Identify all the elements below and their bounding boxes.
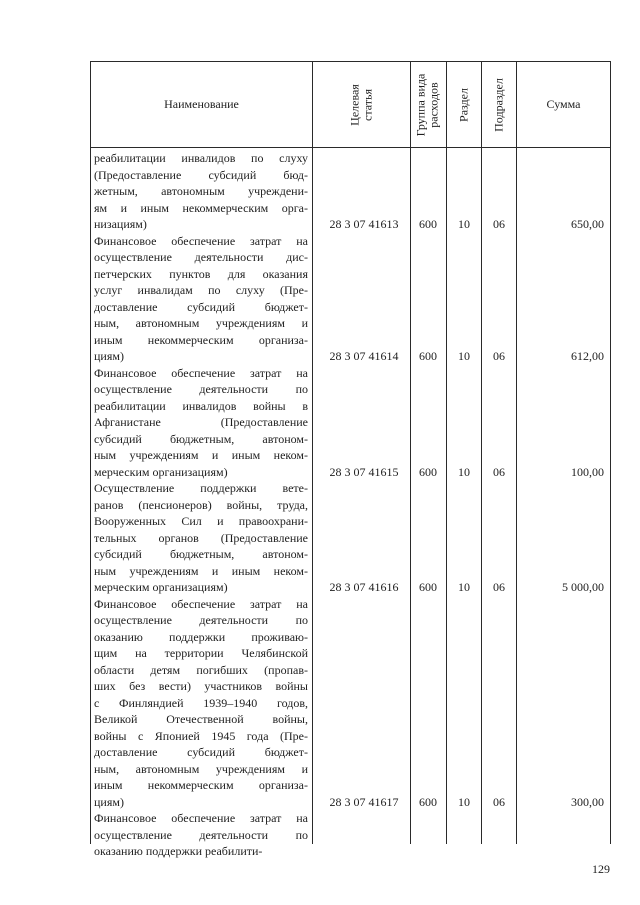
row-name-line: оказанию поддержки проживаю- (94, 629, 308, 644)
row-expense-group: 600 (419, 464, 437, 479)
row-name-line: низациям) (94, 217, 147, 231)
row-name-line: циям) (94, 794, 124, 809)
header-target-line1: Целевая (347, 84, 362, 126)
col-divider-subsection (516, 61, 517, 844)
header-subsection-text: Подраздел (491, 78, 505, 132)
row-name-line: ших без вести) участников войны (94, 679, 308, 693)
row-name-line: петчерских пунктов для оказания (94, 266, 308, 281)
row-name-line: субсидий бюджетным, автоном- (94, 547, 308, 561)
header-target-line2: статья (360, 89, 375, 121)
row-name-line: услуг инвалидам по слуху (Пре- (94, 283, 308, 297)
row-subsection: 06 (493, 464, 505, 479)
row-target-code: 28 3 07 41614 (329, 349, 399, 363)
row-name-line: Вооруженных Сил и правоохрани- (94, 514, 308, 528)
row-name-line: с Финляндией 1939–1940 годов, (94, 695, 308, 710)
row-name-line: Осуществление поддержки вете- (94, 481, 308, 495)
row-name-line: щим на территории Челябинской (94, 646, 308, 660)
row-name-line: осуществление деятельности по (94, 613, 308, 627)
header-sum (517, 62, 610, 147)
row-name-line: ям и иным некоммерческим орга- (94, 200, 308, 215)
row-name-line: реабилитации инвалидов войны в (94, 398, 308, 413)
row-name-line: Финансовое обеспечение затрат на (94, 811, 308, 825)
row-name-line: осуществление деятельности по (94, 827, 308, 842)
row-name-line: войны с Японией 1945 года (Пре- (94, 728, 308, 743)
row-name-line: Финансовое обеспечение затрат на (94, 233, 308, 248)
row-name-line: осуществление деятельности дис- (94, 250, 308, 264)
row-sum: 5 000,00 (562, 580, 604, 594)
row-target-code: 28 3 07 41617 (329, 794, 399, 809)
row-expense-group: 600 (419, 349, 437, 363)
row-name-line: мерческим организациям) (94, 580, 228, 594)
row-section: 10 (458, 580, 470, 594)
row-section: 10 (458, 349, 470, 363)
row-subsection: 06 (493, 794, 505, 809)
header-group (413, 63, 441, 148)
row-expense-group: 600 (419, 794, 437, 809)
header-section (456, 63, 472, 148)
row-name-line: Великой Отечественной войны, (94, 712, 308, 726)
row-name-line: иным некоммерческим организа- (94, 332, 308, 347)
row-name-line: тельных органов (Предоставление (94, 530, 308, 545)
col-divider-name (312, 61, 313, 844)
row-name-line: ным, автономным учреждениям и (94, 316, 308, 330)
header-group-line2: расходов (426, 82, 441, 128)
row-subsection: 06 (493, 580, 505, 594)
row-name-line: субсидий бюджетным, автоном- (94, 431, 308, 446)
col-divider-group (446, 61, 447, 844)
header-name-text: Наименование (164, 97, 239, 111)
row-name-line: ным учреждениям и иным неком- (94, 563, 308, 578)
row-name-line: осуществление деятельности по (94, 382, 308, 396)
row-subsection: 06 (493, 217, 505, 231)
header-group-line1: Группа вида (413, 73, 428, 137)
row-name-line: ным, автономным учреждениям и (94, 761, 308, 776)
header-name (91, 62, 312, 147)
table-left-border (90, 61, 91, 844)
row-name-line: ным учреждениям и иным неком- (94, 448, 308, 462)
row-sum: 650,00 (571, 217, 604, 231)
page-number: 129 (592, 862, 610, 876)
col-divider-section (481, 61, 482, 844)
row-sum: 100,00 (571, 464, 604, 479)
row-name-line: доставление субсидий бюджет- (94, 299, 308, 314)
row-name-line: доставление субсидий бюджет- (94, 745, 308, 759)
header-section-text: Раздел (456, 88, 470, 122)
header-subsection (491, 63, 507, 148)
row-subsection: 06 (493, 349, 505, 363)
row-section: 10 (458, 464, 470, 479)
row-name-line: области детям погибших (пропав- (94, 662, 308, 677)
row-name-line: реабилитации инвалидов по слуху (94, 151, 308, 165)
col-divider-target (410, 61, 411, 844)
row-sum: 612,00 (571, 349, 604, 363)
row-target-code: 28 3 07 41616 (329, 580, 399, 594)
table-right-border (610, 61, 611, 844)
row-section: 10 (458, 217, 470, 231)
row-name-line: мерческим организациям) (94, 464, 228, 479)
row-name-line: Финансовое обеспечение затрат на (94, 596, 308, 611)
header-target (347, 63, 375, 148)
row-name-line: оказанию поддержки реабилити- (94, 844, 263, 858)
row-sum: 300,00 (571, 794, 604, 809)
row-name-line: (Предоставление субсидий бюд- (94, 167, 308, 182)
row-name-line: ранов (пенсионеров) войны, труда, (94, 497, 308, 512)
row-name-line: жетным, автономным учреждени- (94, 184, 308, 198)
row-expense-group: 600 (419, 217, 437, 231)
row-name-line: Афганистане (Предоставление (94, 415, 308, 429)
row-name-line: Финансовое обеспечение затрат на (94, 365, 308, 380)
row-name-line: циям) (94, 349, 124, 363)
row-target-code: 28 3 07 41615 (329, 464, 399, 479)
row-target-code: 28 3 07 41613 (329, 217, 399, 231)
row-section: 10 (458, 794, 470, 809)
row-expense-group: 600 (419, 580, 437, 594)
header-sum-text: Сумма (546, 97, 581, 111)
row-name-line: иным некоммерческим организа- (94, 778, 308, 792)
